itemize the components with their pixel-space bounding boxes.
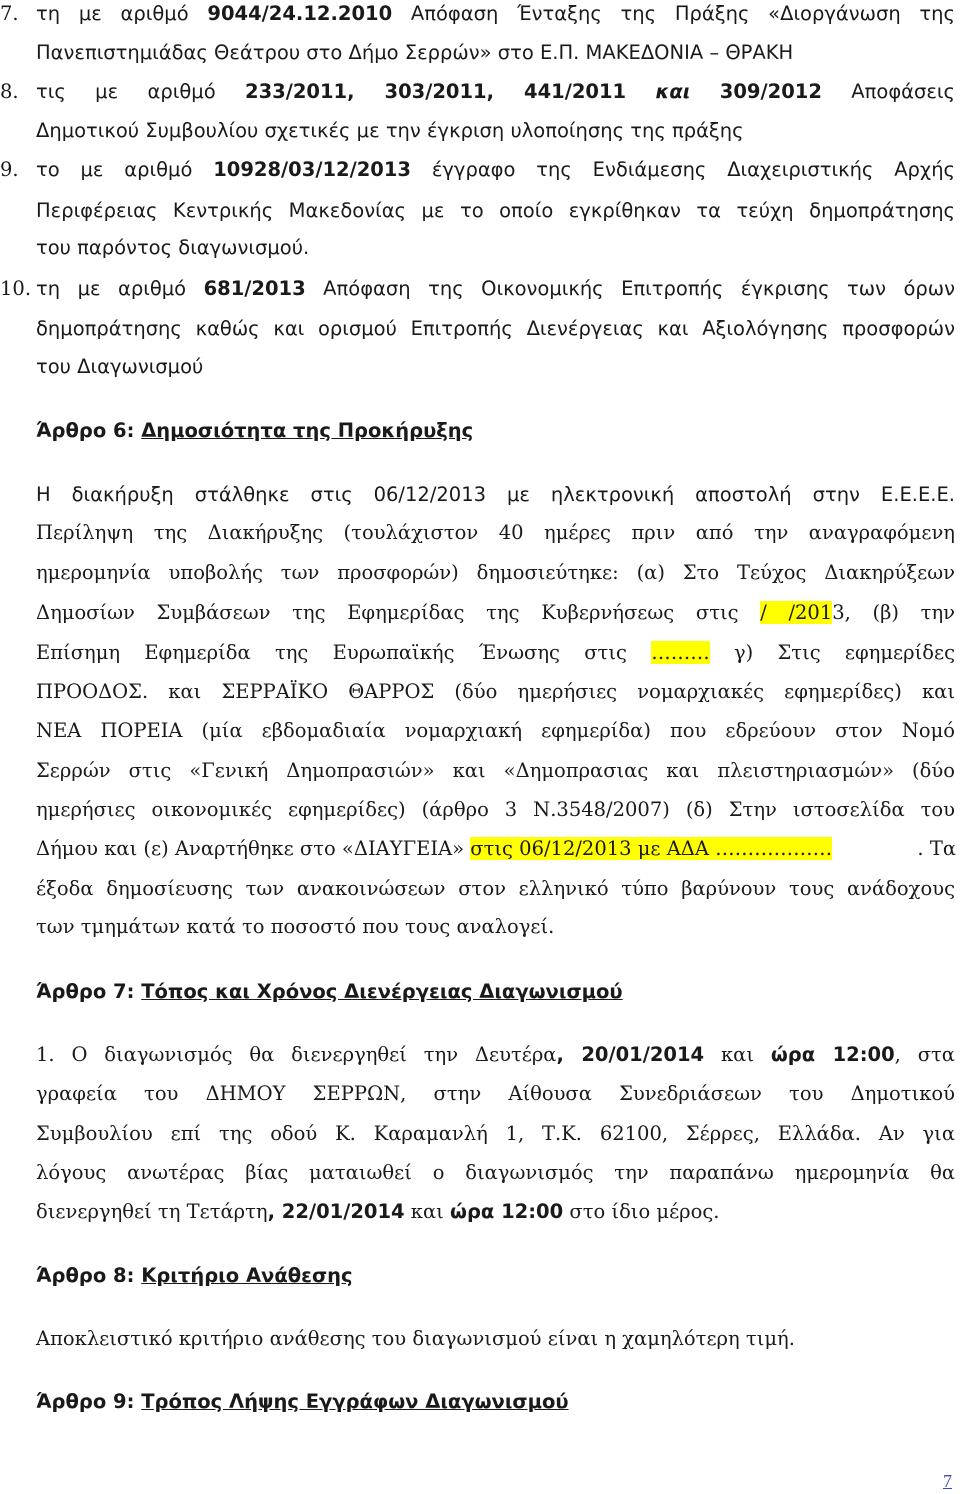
article-6-line-9 [36,837,956,861]
heading-prefix: Άρθρο 6: [36,419,142,442]
list-number-8: 8. [0,80,19,103]
article-6-line-4 [36,641,955,665]
decision-number: 681/2013 [203,277,306,300]
article-7-line-4: λόγους ανωτέρας βίας ματαιωθεί ο διαγωνισμός την παραπάνω ημερομηνία θα [36,1161,955,1184]
text: και [704,1043,771,1066]
item-10-line-2: δημοπράτησης καθώς και ορισμού Επιτροπής Διενέργειας και Αξιολόγησης προσφορών [36,317,955,340]
text [626,80,655,103]
text: τις με αριθμό [36,80,246,103]
document-number: 10928/03/12/2013 [213,158,411,181]
text: Δημοσίων Συμβάσεων της Εφημερίδας της Κυβερνήσεως στις [36,601,761,624]
article-6-line-8: ημερήσιες οικονομικές εφημερίδες) (άρθρο 3 Ν.3548/2007) (δ) Στην ιστοσελίδα του [36,798,955,821]
article-6-line-6: ΝΕΑ ΠΟΡΕΙΑ (μία εβδομαδιαία νομαρχιακή εφημερίδα) που εδρεύουν στον Νομό [36,719,955,742]
item-9-line-1 [36,158,955,182]
text: Απόφαση Ένταξης της Πράξης «Διοργάνωση της [392,2,955,25]
text: στο ίδιο μέρος. [563,1200,720,1223]
article-6-line-7: Σερρών στις «Γενική Δημοπρασιών» και «Δημοπρασιας και πλειστηριασμών» (δύο [36,759,955,782]
article-6-line-3 [36,601,955,625]
article-6-line-2: ημερομηνία υποβολής των προσφορών) δημοσιεύτηκε: (α) Στο Τεύχος Διακηρύξεων [36,561,955,584]
article-6-line-11: των τμημάτων κατά το ποσοστό που τους αναλογεί. [36,915,555,938]
item-8-line-2: Δημοτικού Συμβουλίου σχετικές με την έγκριση υλοποίησης της πράξης [36,119,744,142]
article-6-line-5: ΠΡΟΟΔΟΣ. και ΣΕΡΡΑΪΚΟ ΘΑΡΡΟΣ (δύο ημερήσιες νομαρχιακές εφημερίδες) και [36,680,955,703]
text: διενεργηθεί τη Τετάρτη [36,1200,268,1223]
page-number-link[interactable]: 7 [943,1471,952,1491]
article-7-line-2: γραφεία του ΔΗΜΟΥ ΣΕΡΡΩΝ, στην Αίθουσα Συνεδριάσεων του Δημοτικού [36,1082,955,1105]
heading-prefix: Άρθρο 9: [36,1390,142,1413]
text: έγγραφο της Ενδιάμεσης Διαχειριστικής Αρχής [410,158,955,181]
time: ώρα 12:00 [770,1043,895,1066]
article-7-line-3: Συμβουλίου επί της οδού Κ. Καραμανλή 1, Τ.Κ. 62100, Σέρρες, Ελλάδα. Αν για [36,1122,955,1145]
article-6-heading [36,419,473,443]
highlighted-ada: στις 06/12/2013 με ΑΔΑ ……………… [470,837,833,860]
article-6-line-10: έξοδα δημοσίευσης των ανακοινώσεων στον ελληνικό τύπο βαρύνουν τους ανάδοχους [36,877,955,900]
article-7-heading [36,980,623,1004]
article-7-line-5 [36,1200,956,1224]
text: τη με αριθμό [36,2,208,25]
heading-title: Τόπος και Χρόνος Διενέργειας Διαγωνισμού [141,980,623,1003]
list-number-10: 10. [0,277,32,300]
item-7-line-1 [36,2,955,26]
text: και [655,80,691,103]
text: , στα [894,1043,955,1066]
text [690,80,719,103]
item-10-line-1 [36,277,955,301]
heading-prefix: Άρθρο 8: [36,1264,142,1287]
text: . Τα [917,837,956,860]
text: Δήμου και (ε) Αναρτήθηκε στο «ΔΙΑΥΓΕΙΑ» [36,837,471,860]
item-9-line-3: του παρόντος διαγωνισμού. [36,236,310,259]
article-8-paragraph: Αποκλειστικό κριτήριο ανάθεσης του διαγωνισμού είναι η χαμηλότερη τιμή. [36,1327,795,1350]
time: ώρα 12:00 [450,1200,564,1223]
text: το με αριθμό [36,158,214,181]
text: και [404,1200,451,1223]
text: τη με αριθμό [36,277,204,300]
text: Επίσημη Εφημερίδα της Ευρωπαϊκής Ένωσης στις [36,641,652,664]
date: , 22/01/2014 [267,1200,405,1223]
text: 3, (β) την [832,601,955,624]
decision-number: 9044/24.12.2010 [207,2,393,25]
article-6-line-1: Περίληψη της Διακήρυξης (τουλάχιστον 40 ημέρες πριν από την αναγραφόμενη [36,521,955,544]
item-7-line-2: Πανεπιστημιάδας Θεάτρου στο Δήμο Σερρών» στο Ε.Π. ΜΑΚΕΔΟΝΙΑ – ΘΡΑΚΗ [36,41,794,64]
heading-prefix: Άρθρο 7: [36,980,142,1003]
article-6-paragraph-1: Η διακήρυξη στάλθηκε στις 06/12/2013 με ηλεκτρονική αποστολή στην Ε.Ε.Ε.Ε. [36,483,955,506]
heading-title: Κριτήριο Ανάθεσης [141,1264,353,1287]
date: , 20/01/2014 [556,1043,705,1066]
heading-title: Τρόπος Λήψης Εγγράφων Διαγωνισμού [141,1390,569,1413]
item-10-line-3: του Διαγωνισμού [36,355,204,378]
list-number-9: 9. [0,158,19,181]
item-8-line-1 [36,80,955,104]
highlighted-date: / /201 [760,601,833,624]
text: Αποφάσεις [821,80,955,103]
decision-numbers: 233/2011, 303/2011, 441/2011 [245,80,627,103]
text: 1. Ο διαγωνισμός θα διενεργηθεί την Δευτέρα [36,1043,557,1066]
text: γ) Στις εφημερίδες [709,641,955,664]
list-number: 7. [0,2,19,25]
article-8-heading [36,1264,353,1288]
article-9-heading [36,1390,569,1414]
heading-title: Δημοσιότητα της Προκήρυξης [141,419,474,442]
decision-number: 309/2012 [719,80,822,103]
highlighted-date: ……… [651,641,710,664]
text: Απόφαση της Οικονομικής Επιτροπής έγκρισης των όρων [305,277,955,300]
article-7-line-1 [36,1043,955,1067]
item-9-line-2: Περιφέρειας Κεντρικής Μακεδονίας με το οποίο εγκρίθηκαν τα τεύχη δημοπράτησης [36,199,955,222]
